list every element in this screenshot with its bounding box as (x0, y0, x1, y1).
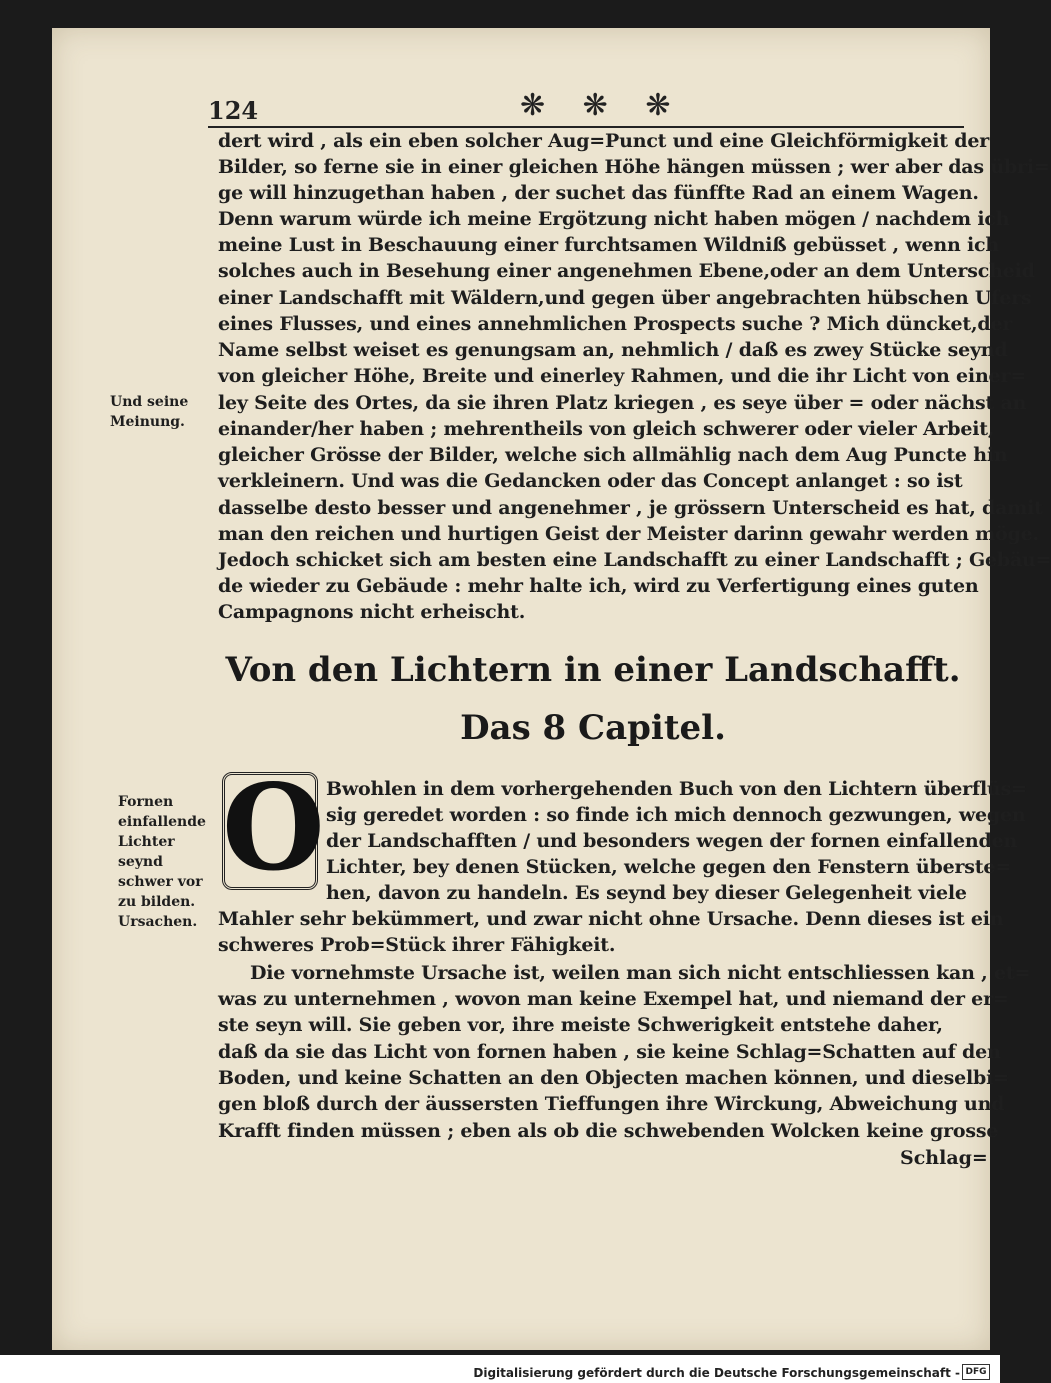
text-line: einander/her haben ; mehrentheils von gleich schwerer oder vieler Arbeit, (218, 418, 995, 440)
header-rule (208, 126, 964, 128)
text-line: man den reichen und hurtigen Geist der Meister darinn gewahr werden möge. (218, 523, 1039, 545)
margin-note-1 (110, 392, 188, 432)
text-line: dasselbe desto besser und angenehmer , je grössern Unterscheid es hat, damit (218, 497, 1043, 519)
chapter-title: Das 8 Capitel. (460, 708, 726, 748)
margin-note-line: Meinung. (110, 414, 185, 430)
text-line: ley Seite des Ortes, da sie ihren Platz kriegen , es seye über = oder nächst an (218, 392, 1027, 414)
text-line: daß da sie das Licht von fornen haben , sie keine Schlag=Schatten auf den (218, 1041, 1001, 1063)
text-line: eines Flusses, und eines annehmlichen Prospects suche ? Mich düncket,der (218, 313, 1013, 335)
text-line: Jedoch schicket sich am besten eine Landschafft zu einer Landschafft ; Gebäu= (218, 549, 1051, 571)
margin-note-2 (118, 792, 206, 932)
margin-note-line: Und seine (110, 394, 189, 410)
text-line: schweres Prob=Stück ihrer Fähigkeit. (218, 934, 616, 956)
margin-note-line: Fornen (118, 794, 174, 810)
text-line: hen, davon zu handeln. Es seynd bey dieser Gelegenheit viele (326, 882, 967, 904)
margin-note-line: seynd (118, 854, 163, 870)
margin-note-line: zu bilden. (118, 894, 196, 910)
text-line: einer Landschafft mit Wäldern,und gegen über angebrachten hübschen Ufers (218, 287, 1032, 309)
margin-note-line: schwer vor (118, 874, 203, 890)
text-line: Campagnons nicht erheischt. (218, 601, 526, 623)
text-line: verkleinern. Und was die Gedancken oder das Concept anlanget : so ist (218, 470, 963, 492)
text-line: dert wird , als ein eben solcher Aug=Punct und eine Gleichförmigkeit der (218, 130, 990, 152)
text-line: Die vornehmste Ursache ist, weilen man sich nicht entschliessen kan , et= (250, 962, 1031, 984)
dfg-logo: DFG (962, 1364, 990, 1380)
text-line: von gleicher Höhe, Breite und einerley Rahmen, und die ihr Licht von einer= (218, 365, 1026, 387)
text-line: ge will hinzugethan haben , der suchet das fünffte Rad an einem Wagen. (218, 182, 979, 204)
funding-credit: Digitalisierung gefördert durch die Deutsche Forschungsgemeinschaft - (473, 1366, 960, 1380)
margin-note-line: Ursachen. (118, 914, 198, 930)
text-line: Bwohlen in dem vorhergehenden Buch von den Lichtern überflüs= (326, 778, 1027, 800)
page-number: 124 (208, 96, 259, 125)
text-line: sig geredet worden : so finde ich mich dennoch gezwungen, wegen (326, 804, 1026, 826)
section-title: Von den Lichtern in einer Landschafft. (225, 650, 961, 690)
text-line: was zu unternehmen , wovon man keine Exempel hat, und niemand der er= (218, 988, 1009, 1010)
decorated-initial: O (222, 758, 325, 897)
text-line: solches auch in Besehung einer angenehmen Ebene,oder an dem Unterscheid (218, 260, 1035, 282)
catchword: Schlag= (900, 1147, 988, 1169)
text-line: meine Lust in Beschauung einer furchtsamen Wildniß gebüsset , wenn ich (218, 234, 1000, 256)
text-line: Bilder, so ferne sie in einer gleichen Höhe hängen müssen ; wer aber das übri= (218, 156, 1050, 178)
header-ornament: ❋ ❋ ❋ (520, 88, 685, 123)
margin-note-line: Lichter (118, 834, 175, 850)
text-line: der Landschafften / und besonders wegen der fornen einfallenden (326, 830, 1018, 852)
text-line: Mahler sehr bekümmert, und zwar nicht ohne Ursache. Denn dieses ist ein (218, 908, 1004, 930)
text-line: Boden, und keine Schatten an den Objecten machen können, und dieselbi= (218, 1067, 1009, 1089)
text-line: Lichter, bey denen Stücken, welche gegen den Fenstern überste= (326, 856, 1011, 878)
margin-note-line: einfallende (118, 814, 206, 830)
text-line: gleicher Grösse der Bilder, welche sich allmählig nach dem Aug Puncte hin (218, 444, 1008, 466)
text-line: Denn warum würde ich meine Ergötzung nicht haben mögen / nachdem ich (218, 208, 1010, 230)
text-line: Krafft finden müssen ; eben als ob die schwebenden Wolcken keine grosse (218, 1120, 999, 1142)
text-line: de wieder zu Gebäude : mehr halte ich, wird zu Verfertigung eines guten (218, 575, 979, 597)
text-line: gen bloß durch der äussersten Tieffungen ihre Wirckung, Abweichung und (218, 1093, 1005, 1115)
text-line: ste seyn will. Sie geben vor, ihre meiste Schwerigkeit entstehe daher, (218, 1014, 943, 1036)
text-line: Name selbst weiset es genungsam an, nehmlich / daß es zwey Stücke seynd (218, 339, 1008, 361)
